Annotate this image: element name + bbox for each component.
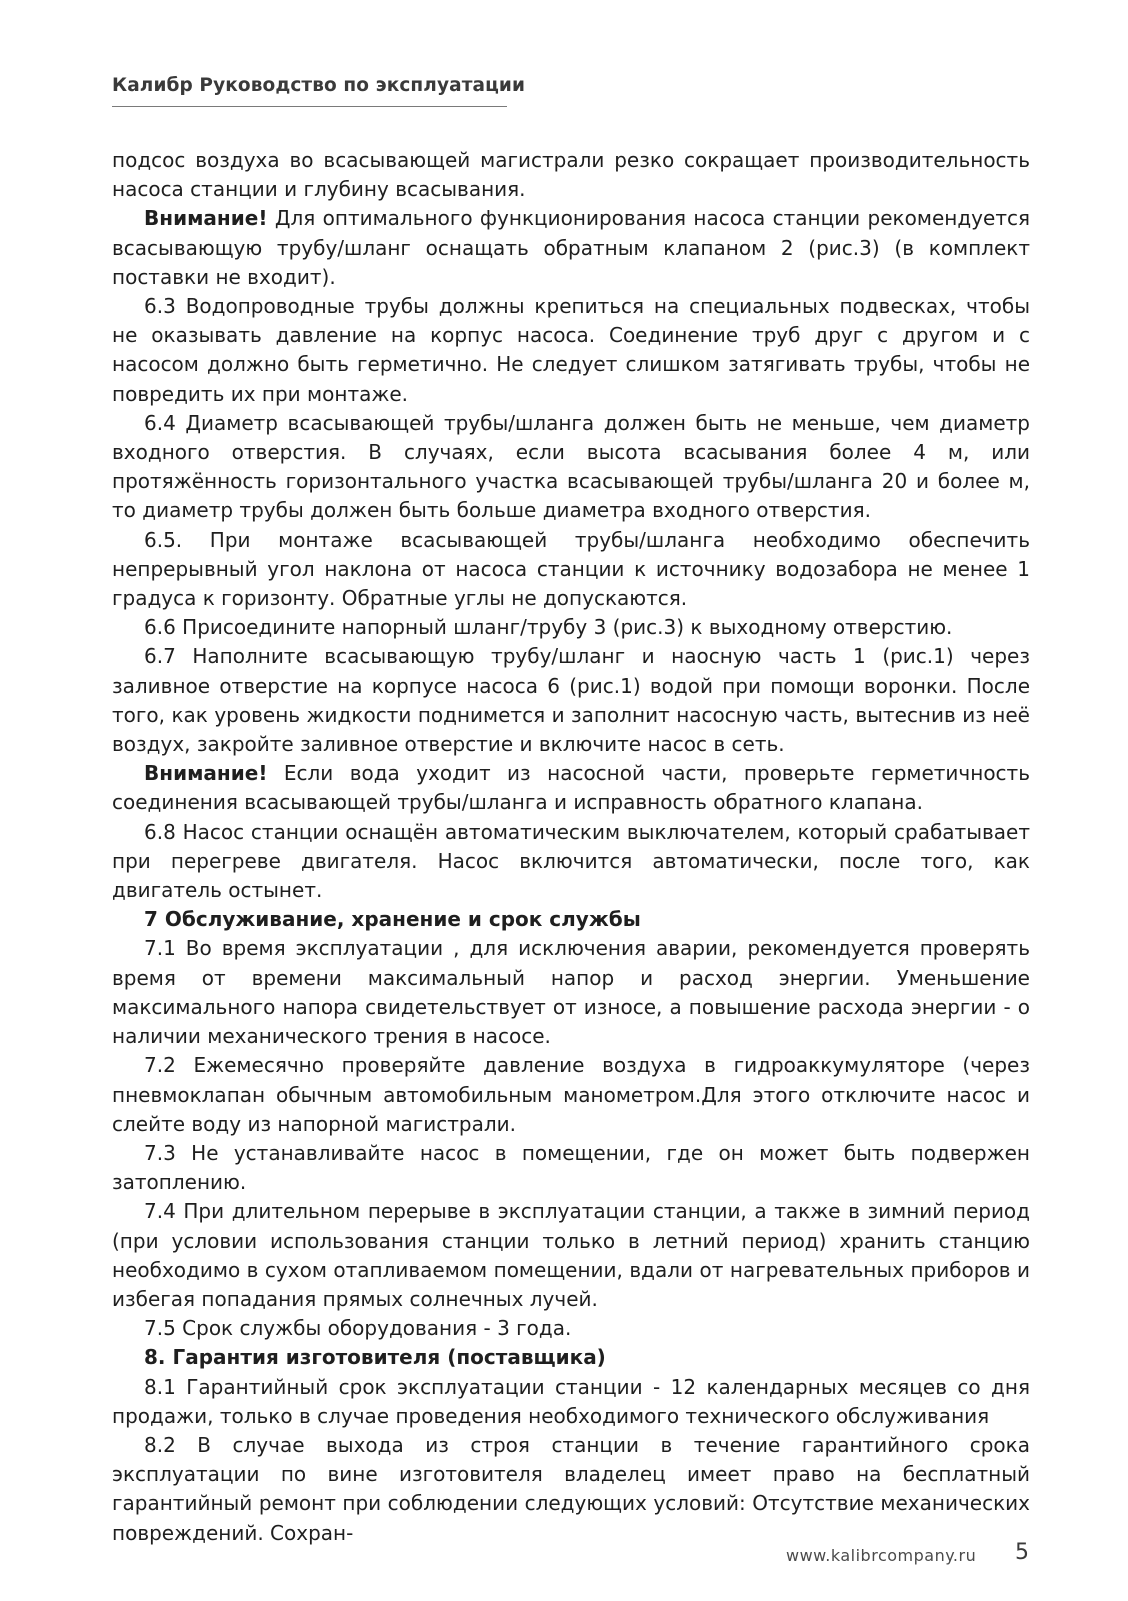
attention-text: Для оптимального функционирования насоса станции рекомендуется всасывающую трубу/шланг оснащать обратным клапаном 2 (рис.3) (в комплект поставки не входит). — [112, 206, 1030, 289]
paragraph-6-4: 6.4 Диаметр всасывающей трубы/шланга должен быть не меньше, чем диаметр входного отверстия. В случаях, если высота всасывания более 4 м, или протяжённость горизонтального участка всасывающей трубы/шланга 20 и более м, то диаметр трубы должен быть больше диаметра входного отверстия. — [112, 410, 1030, 523]
paragraph-6-7: 6.7 Наполните всасывающую трубу/шланг и наосную часть 1 (рис.1) через заливное отверстие на корпусе насоса 6 (рис.1) водой при помощи воронки. После того, как уровень жидкости поднимется и заполнит насосную часть, вытеснив из неё воздух, закройте заливное отверстие и включите насос в сеть. — [112, 644, 1030, 757]
page-number: 5 — [1015, 1540, 1029, 1565]
paragraph-6-3: 6.3 Водопроводные трубы должны крепиться на специальных подвесках, чтобы не оказывать давление на корпус насоса. Соединение труб друг с другом и с насосом должно быть герметично. Не следует слишком затягивать трубы, чтобы не повредить их при монтаже. — [112, 294, 1030, 406]
paragraph-6-6: 6.6 Присоедините напорный шланг/трубу 3 (рис.3) к выходному отверстию. — [144, 615, 953, 640]
paragraph-7-3: 7.3 Не устанавливайте насос в помещении, где он может быть подвержен затоплению. — [112, 1140, 1030, 1195]
paragraph-8-1: 8.1 Гарантийный срок эксплуатации станции - 12 календарных месяцев со дня продажи, только в случае проведения необходимого технического обслуживания — [112, 1374, 1030, 1428]
paragraph-suction-note: подсос воздуха во всасывающей магистрали резко сокращает производительность насоса станции и глубину всасывания. — [112, 148, 1030, 202]
header-divider — [112, 106, 507, 107]
paragraph-7-2: 7.2 Ежемесячно проверяйте давление воздуха в гидроаккумуляторе (через пневмоклапан обычным автомобильным манометром.Для этого отключите насос и слейте воду из напорной магистрали. — [112, 1053, 1030, 1136]
paragraph-attention-leak — [112, 759, 1030, 817]
paragraph-7-5: 7.5 Срок службы оборудования - 3 года. — [144, 1316, 572, 1341]
section-heading-7: 7 Обслуживание, хранение и срок службы — [144, 907, 641, 932]
body-text — [112, 146, 1030, 1548]
paragraph-7-1: 7.1 Во время эксплуатации , для исключения аварии, рекомендуется проверять время от времени максимальный напор и расход энергии. Уменьшение максимального напора свидетельствует от износе, а повышение расхода энергии - о наличии механического трения в насосе. — [112, 936, 1030, 1049]
attention-text: Если вода уходит из насосной части, проверьте герметичность соединения всасывающей трубы/шланга и исправность обратного клапана. — [112, 761, 1030, 815]
attention-label: Внимание! — [144, 761, 268, 786]
footer-website: www.kalibrcompany.ru — [786, 1546, 977, 1565]
section-heading-8: 8. Гарантия изготовителя (поставщика) — [144, 1345, 606, 1370]
paragraph-6-5: 6.5. При монтаже всасывающей трубы/шланга необходимо обеспечить непрерывный угол наклона от насоса станции к источнику водозабора не менее 1 градуса к горизонту. Обратные углы не допускаются. — [112, 527, 1030, 611]
paragraph-attention-check-valve — [112, 204, 1030, 292]
paragraph-8-2: 8.2 В случае выхода из строя станции в течение гарантийного срока эксплуатации по вине изготовителя владелец имеет право на бесплатный гарантийный ремонт при соблюдении следующих условий: Отсутствие механических повреждений. Сохран- — [112, 1432, 1030, 1545]
running-header — [112, 74, 526, 107]
paragraph-7-4: 7.4 При длительном перерыве в эксплуатации станции, а также в зимний период (при условии использования станции только в летний период) хранить станцию необходимо в сухом отапливаемом помещении, вдали от нагревательных приборов и избегая попадания прямых солнечных лучей. — [112, 1199, 1030, 1311]
attention-label: Внимание! — [144, 206, 268, 231]
document-title: Калибр Руководство по эксплуатации — [112, 75, 526, 96]
paragraph-6-8: 6.8 Насос станции оснащён автоматическим выключателем, который срабатывает при перегреве двигателя. Насос включится автоматически, после того, как двигатель остынет. — [112, 819, 1030, 903]
